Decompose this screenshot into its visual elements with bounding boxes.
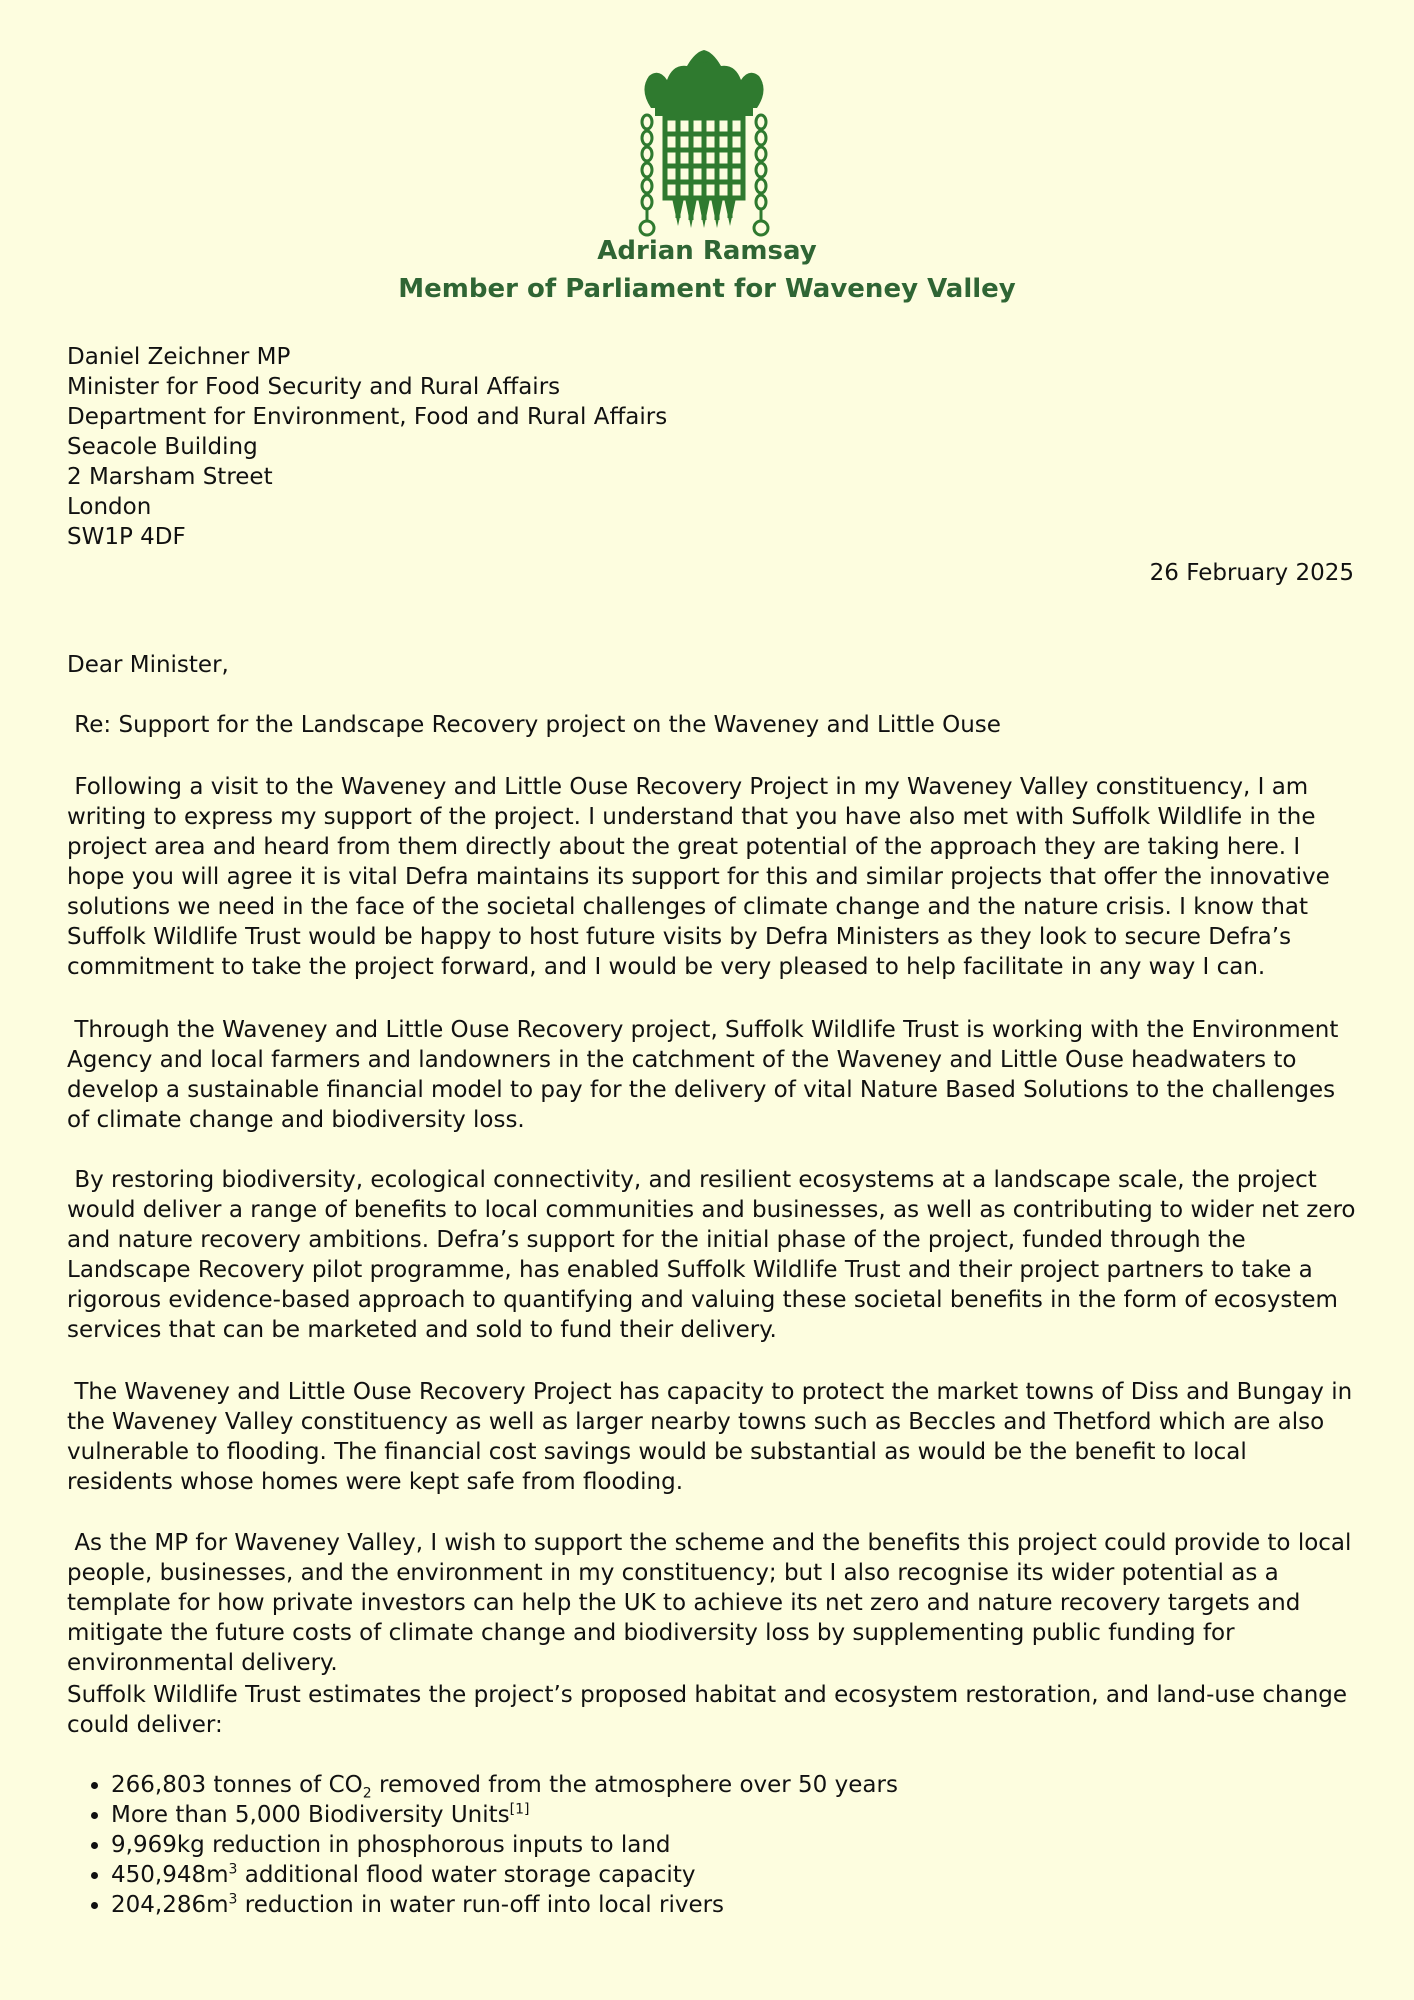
letter-date: 26 February 2025 xyxy=(1149,560,1354,586)
mp-title: Member of Parliament for Waveney Valley xyxy=(398,274,1016,304)
paragraph: The Waveney and Little Ouse Recovery Project has capacity to protect the market towns of Diss and Bungay in the Waveney Valley constituency as well as larger nearby towns such as Beccles and Thetford which are also vulnerable to flooding. The financial cost savings would be substantial as would be the benefit to local residents whose homes were kept safe from flooding. xyxy=(67,1379,1360,1495)
address-line: Minister for Food Security and Rural Affairs xyxy=(67,374,561,400)
paragraph: By restoring biodiversity, ecological connectivity, and resilient ecosystems at a landscape scale, the project would deliver a range of benefits to local communities and businesses, as well as contributing to wider net zero and nature recovery ambitions. Defra’s support for the initial phase of the project, funded through the Landscape Recovery pilot programme, has enabled Suffolk Wildlife Trust and their project partners to take a rigorous evidence-based approach to quantifying and valuing these societal benefits in the form of ecosystem services that can be marketed and sold to fund their delivery. xyxy=(67,1167,1363,1343)
salutation: Dear Minister, xyxy=(67,652,229,678)
portcullis-crest-icon xyxy=(629,50,779,238)
footnote-ref[interactable]: [1] xyxy=(509,1801,530,1818)
list-item: • $204,286m^3$ reduction in water run-off into local rivers xyxy=(111,1890,898,1920)
list-item: • More than 5,000 Biodiversity Units[1] xyxy=(111,1800,898,1830)
address-line: Department for Environment, Food and Rural Affairs xyxy=(67,404,668,430)
address-line: Seacole Building xyxy=(67,434,258,460)
mp-name: Adrian Ramsay xyxy=(597,236,817,266)
list-item: • 266,803 tonnes of $CO_2$ removed from the atmosphere over 50 years xyxy=(111,1770,898,1800)
paragraph: Suffolk Wildlife Trust estimates the project’s proposed habitat and ecosystem restoration, and land-use change could deliver: xyxy=(67,1682,1348,1738)
list-item: • 9,969kg reduction in phosphorous inputs to land xyxy=(111,1830,898,1860)
benefits-list xyxy=(67,1770,898,1920)
address-line: SW1P 4DF xyxy=(67,524,186,550)
subject-line: Re: Support for the Landscape Recovery project on the Waveney and Little Ouse xyxy=(67,712,1001,738)
address-line: London xyxy=(67,494,152,520)
address-line: 2 Marsham Street xyxy=(67,464,273,490)
paragraph: As the MP for Waveney Valley, I wish to support the scheme and the benefits this project could provide to local people, businesses, and the environment in my constituency; but I also recognise its wider potential as a template for how private investors can help the UK to achieve its net zero and nature recovery targets and mitigate the future costs of climate change and biodiversity loss by supplementing public funding for environmental delivery. xyxy=(67,1530,1359,1676)
recipient-address xyxy=(67,342,667,552)
list-item: • $450,948m^3$ additional flood water storage capacity xyxy=(111,1860,898,1890)
paragraph: Following a visit to the Waveney and Little Ouse Recovery Project in my Waveney Valley constituency, I am writing to express my support of the project. I understand that you have also met with Suffolk Wildlife in the project area and heard from them directly about the great potential of the approach they are taking here. I hope you will agree it is vital Defra maintains its support for this and similar projects that offer the innovative solutions we need in the face of the societal challenges of climate change and the nature crisis. I know that Suffolk Wildlife Trust would be happy to host future visits by Defra Ministers as they look to secure Defra’s commitment to take the project forward, and I would be very pleased to help facilitate in any way I can. xyxy=(67,774,1338,980)
address-line: Daniel Zeichner MP xyxy=(67,344,291,370)
paragraph: Through the Waveney and Little Ouse Recovery project, Suffolk Wildlife Trust is working with the Environment Agency and local farmers and landowners in the catchment of the Waveney and Little Ouse headwaters to develop a sustainable financial model to pay for the delivery of vital Nature Based Solutions to the challenges of climate change and biodiversity loss. xyxy=(67,1017,1346,1133)
